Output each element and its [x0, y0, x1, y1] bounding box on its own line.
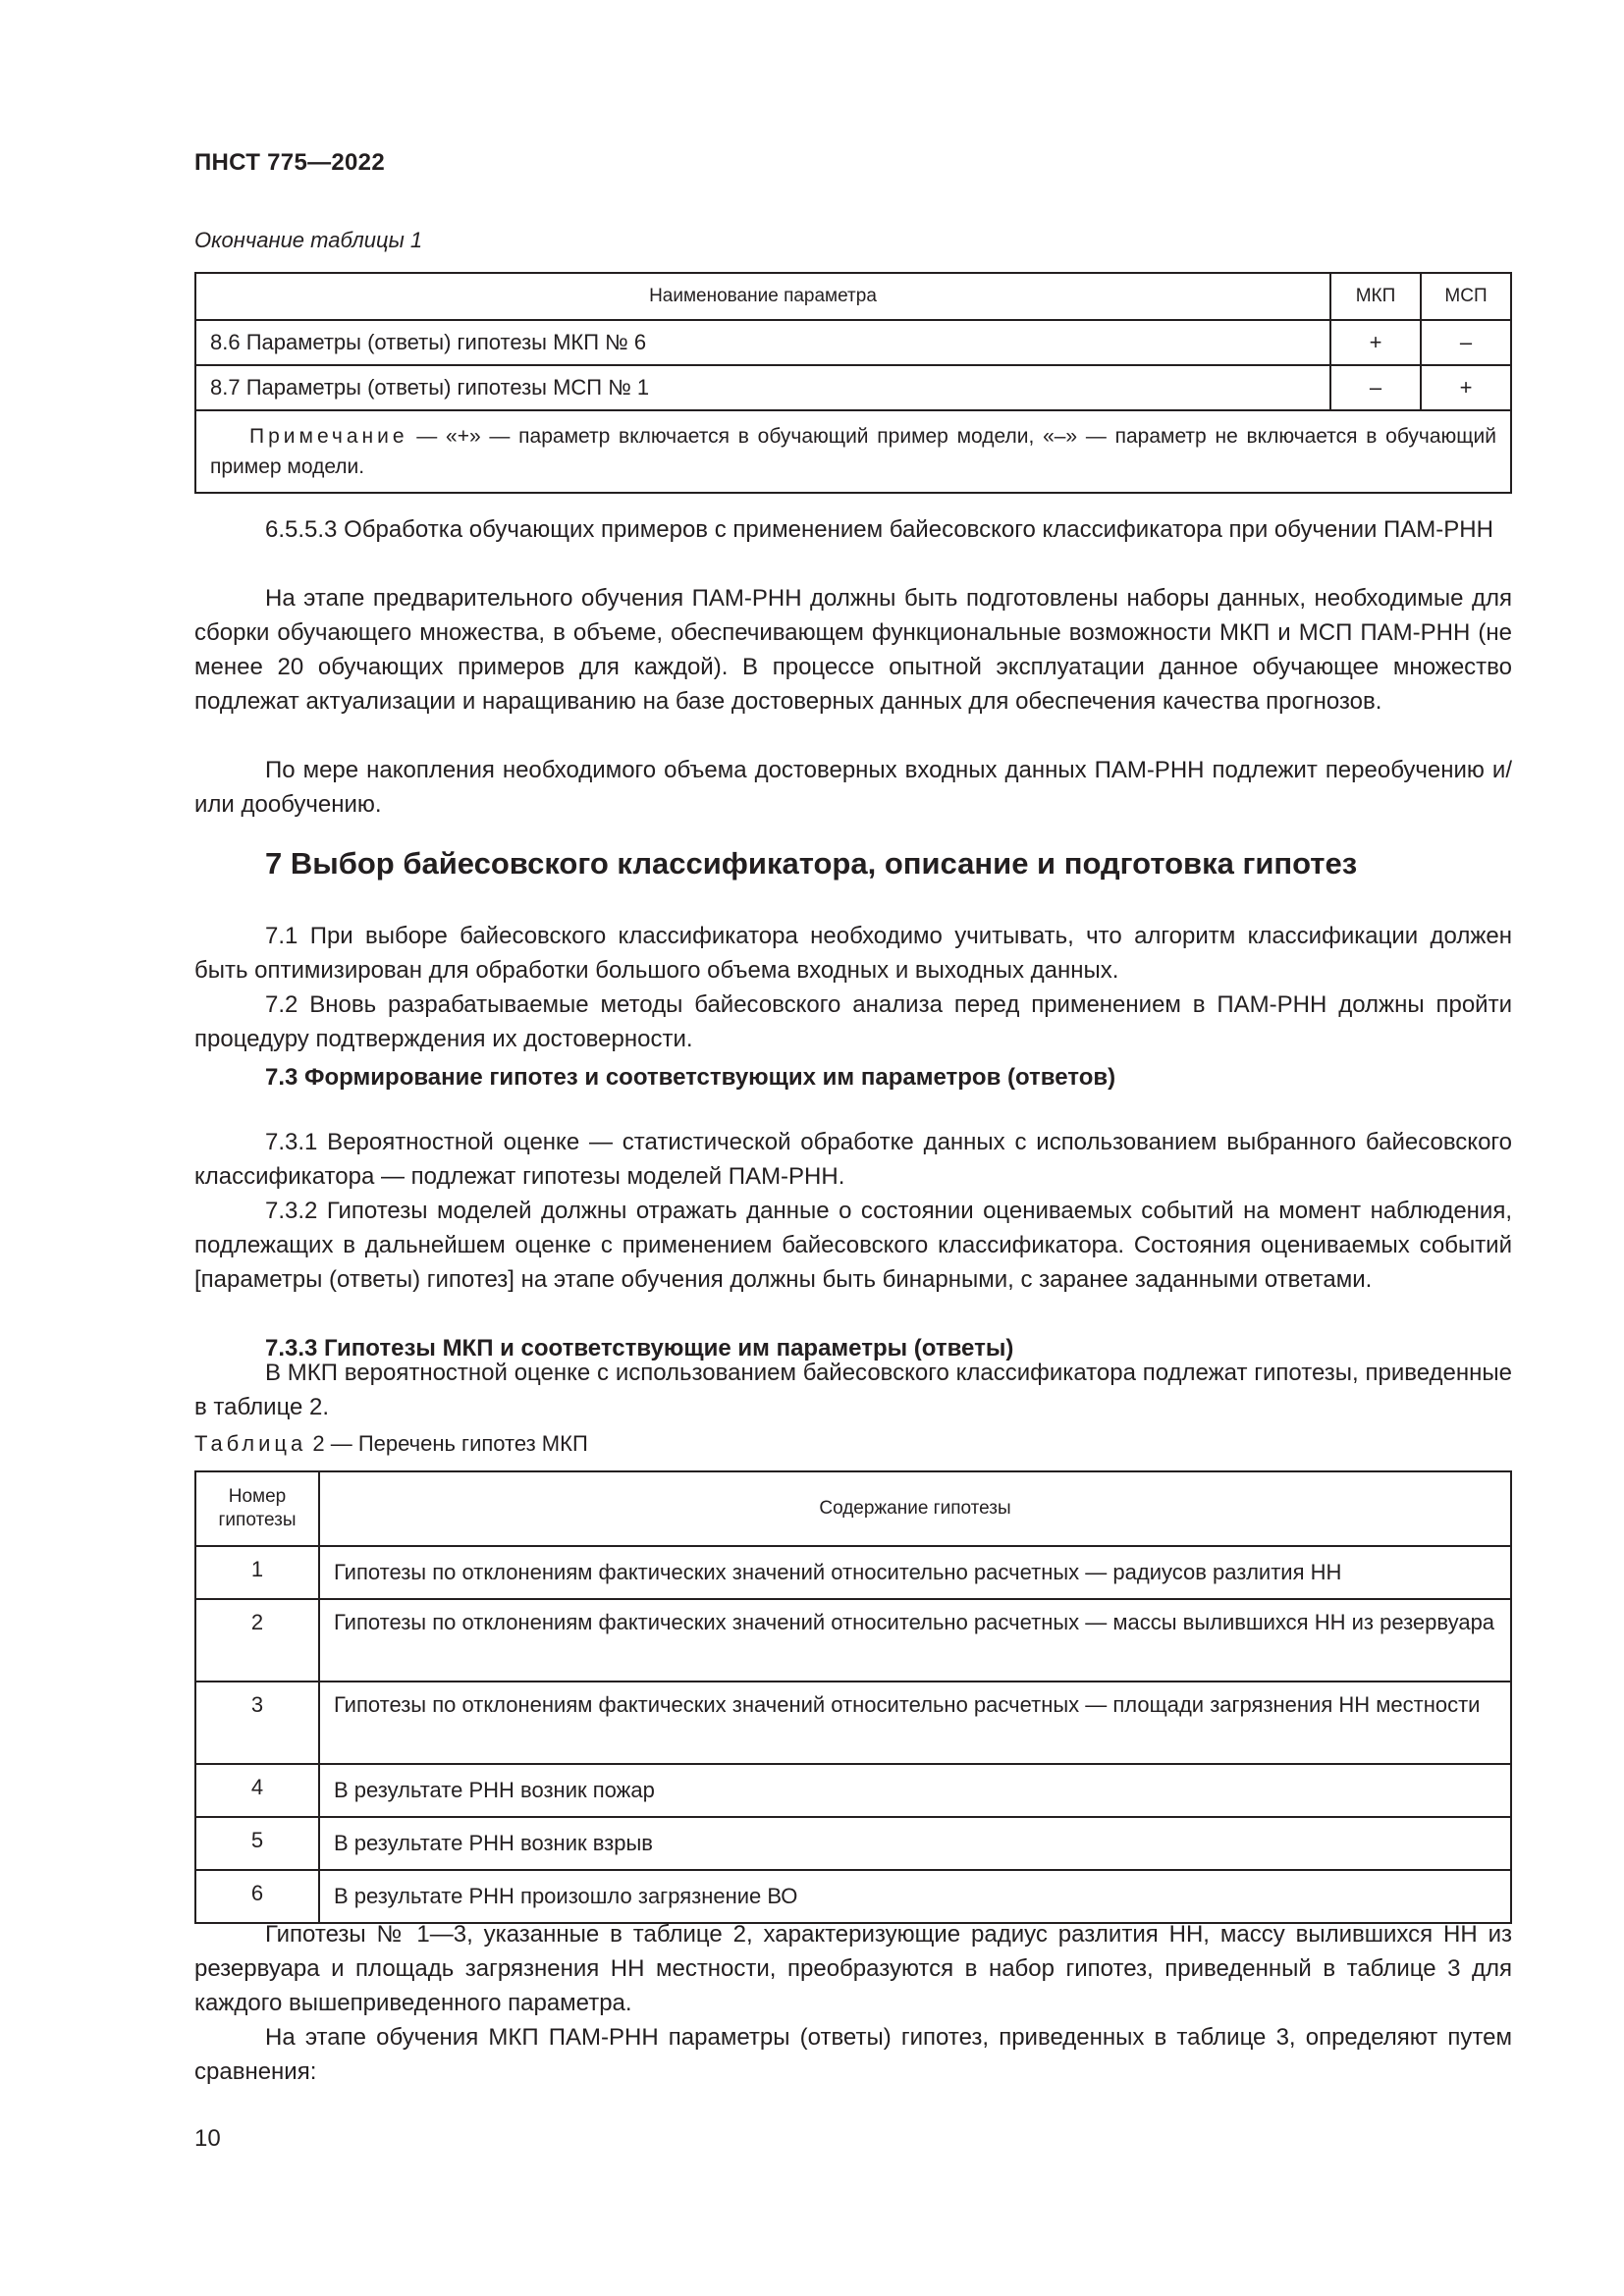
hypothesis-number: 1: [195, 1546, 319, 1599]
document-id: ПНСТ 775—2022: [194, 149, 385, 176]
table-row: [195, 1870, 1511, 1923]
table-note-row: [195, 410, 1511, 493]
table-cell: 8.7 Параметры (ответы) гипотезы МСП № 1: [195, 365, 1330, 410]
table-row: [195, 1817, 1511, 1870]
column-header-mkp: МКП: [1330, 273, 1421, 320]
table-row: [195, 1764, 1511, 1817]
column-header-parameter: Наименование параметра: [195, 273, 1330, 320]
hypothesis-number: 6: [195, 1870, 319, 1923]
hypothesis-text: Гипотезы по отклонениям фактических значений относительно расчетных — площади загрязнения НН местности: [319, 1682, 1511, 1764]
column-header-content: Содержание гипотезы: [319, 1471, 1511, 1546]
hypothesis-number: 5: [195, 1817, 319, 1870]
paragraph-after-table2: Гипотезы № 1—3, указанные в таблице 2, характеризующие радиус разлития НН, массу вылившихся НН из резервуара и площадь загрязнения НН местности, преобразуются в набор гипотез, приведенный в таблице 3 для каждого вышеприведенного параметра.: [194, 1921, 1512, 2016]
hypothesis-text: Гипотезы по отклонениям фактических значений относительно расчетных — массы вылившихся НН из резервуара: [319, 1599, 1511, 1682]
table-row: [195, 1546, 1511, 1599]
table-cell: +: [1330, 320, 1421, 365]
paragraph-7-3-3-title: 7.3.3 Гипотезы МКП и соответствующие им параметры (ответы): [265, 1335, 1014, 1362]
table-row: [195, 1682, 1511, 1764]
table1-continuation-caption: Окончание таблицы 1: [194, 228, 423, 252]
hypothesis-text: В результате РНН возник взрыв: [319, 1817, 1511, 1870]
table-header-row: [195, 1471, 1511, 1546]
table-cell: 8.6 Параметры (ответы) гипотезы МКП № 6: [195, 320, 1330, 365]
table-1: [194, 272, 1512, 494]
paragraph-7-1: 7.1 При выборе байесовского классификатора необходимо учитывать, что алгоритм классификации должен быть оптимизирован для обработки большого объема входных и выходных данных.: [194, 923, 1512, 984]
table-cell: +: [1421, 365, 1511, 410]
table-row: [195, 365, 1511, 410]
paragraph-7-3-2: 7.3.2 Гипотезы моделей должны отражать данные о состоянии оцениваемых событий на момент наблюдения, подлежащих в дальнейшем оценке с применением байесовского классификатора. Состояния оцениваемых событий [параметры (ответы) гипотез] на этапе обучения должны быть бинарными, с заранее заданными ответами.: [194, 1198, 1512, 1293]
section-7-title: 7 Выбор байесовского классификатора, описание и подготовка гипотез: [265, 846, 1358, 881]
table2-caption-label: Таблица: [194, 1431, 307, 1456]
table-header-row: [195, 273, 1511, 320]
hypothesis-text: Гипотезы по отклонениям фактических значений относительно расчетных — радиусов разлития НН: [319, 1546, 1511, 1599]
paragraph-training-mkp: На этапе обучения МКП ПАМ-РНН параметры (ответы) гипотез, приведенных в таблице 3, определяют путем сравнения:: [194, 2024, 1512, 2085]
paragraph-7-2: 7.2 Вновь разрабатываемые методы байесовского анализа перед применением в ПАМ-РНН должны пройти процедуру подтверждения их достоверности.: [194, 991, 1512, 1052]
column-header-number: Номер гипотезы: [195, 1471, 319, 1546]
table-2: [194, 1470, 1512, 1924]
table-row: [195, 1599, 1511, 1682]
section-7-3-title: 7.3 Формирование гипотез и соответствующих им параметров (ответов): [265, 1064, 1116, 1091]
note-text: — «+» — параметр включается в обучающий пример модели, «–» — параметр не включается в обучающий пример модели.: [210, 425, 1496, 478]
table2-caption-text: 2 — Перечень гипотез МКП: [306, 1431, 588, 1456]
hypothesis-number: 4: [195, 1764, 319, 1817]
paragraph-accumulation: По мере накопления необходимого объема достоверных входных данных ПАМ-РНН подлежит переобучению и/или дообучению.: [194, 757, 1512, 818]
note-label: Примечание: [249, 425, 408, 448]
page-number: 10: [194, 2125, 221, 2152]
column-header-msp: МСП: [1421, 273, 1511, 320]
table-cell: –: [1421, 320, 1511, 365]
hypothesis-number: 2: [195, 1599, 319, 1682]
hypothesis-number: 3: [195, 1682, 319, 1764]
table-row: [195, 320, 1511, 365]
paragraph-7-3-3: В МКП вероятностной оценке с использованием байесовского классификатора подлежат гипотезы, приведенные в таблице 2.: [194, 1360, 1512, 1420]
table2-caption: [194, 1431, 588, 1457]
hypothesis-text: В результате РНН произошло загрязнение ВО: [319, 1870, 1511, 1923]
paragraph-training: На этапе предварительного обучения ПАМ-РНН должны быть подготовлены наборы данных, необходимые для сборки обучающего множества, в объеме, обеспечивающем функциональные возможности МКП и МСП ПАМ-РНН (не менее 20 обучающих примеров для каждой). В процессе опытной эксплуатации данное обучающее множество подлежат актуализации и наращиванию на базе достоверных данных для обеспечения качества прогнозов.: [194, 585, 1512, 715]
table-cell: –: [1330, 365, 1421, 410]
paragraph-6553: 6.5.5.3 Обработка обучающих примеров с применением байесовского классификатора при обучении ПАМ-РНН: [265, 516, 1493, 543]
hypothesis-text: В результате РНН возник пожар: [319, 1764, 1511, 1817]
paragraph-7-3-1: 7.3.1 Вероятностной оценке — статистической обработке данных с использованием выбранного байесовского классификатора — подлежат гипотезы моделей ПАМ-РНН.: [194, 1129, 1512, 1190]
table-note: [195, 410, 1511, 493]
